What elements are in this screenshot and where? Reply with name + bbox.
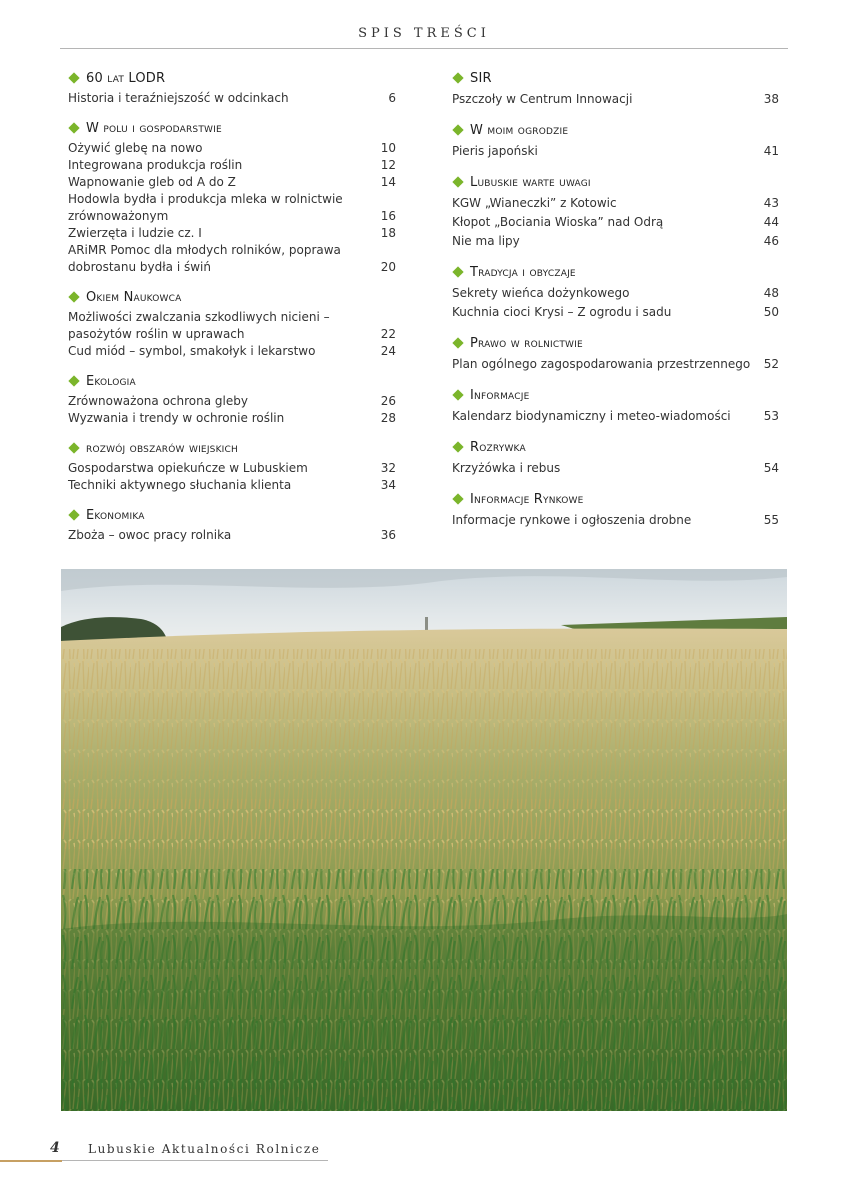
toc-entry-title: Pieris japoński bbox=[452, 144, 538, 158]
section-heading bbox=[68, 285, 396, 309]
section-heading bbox=[452, 260, 779, 284]
toc-section bbox=[452, 118, 779, 161]
green-diamond-icon bbox=[452, 266, 463, 277]
green-diamond-icon bbox=[68, 291, 79, 302]
toc-entry-title: Zrównoważona ochrona gleby bbox=[68, 394, 248, 408]
toc-entry-title: Wapnowanie gleb od A do Z bbox=[68, 175, 236, 189]
toc-entry-page: 24 bbox=[380, 344, 396, 358]
toc-entry-title: Nie ma lipy bbox=[452, 234, 520, 248]
toc-entry bbox=[452, 459, 779, 478]
toc-entry-page: 32 bbox=[380, 461, 396, 475]
toc-entry-page: 18 bbox=[380, 226, 396, 240]
toc-entry-title: Krzyżówka i rebus bbox=[452, 461, 561, 475]
toc-entry-title: Kuchnia cioci Krysi – Z ogrodu i sadu bbox=[452, 305, 672, 319]
toc-entry bbox=[452, 213, 779, 232]
section-heading-text: W moim ogrodzie bbox=[470, 122, 569, 138]
toc-entry-page: 20 bbox=[380, 260, 396, 274]
section-heading-text: SIR bbox=[470, 70, 492, 86]
toc-entry bbox=[68, 410, 396, 427]
toc-section bbox=[452, 260, 779, 322]
toc-entry-title: Techniki aktywnego słuchania klienta bbox=[68, 478, 292, 492]
toc-entry bbox=[68, 225, 396, 242]
toc-section bbox=[68, 285, 396, 360]
toc-entry-title: Ożywić glebę na nowo bbox=[68, 141, 203, 155]
toc-entry bbox=[452, 90, 779, 109]
green-diamond-icon bbox=[452, 72, 463, 83]
section-heading-text: Prawo w rolnictwie bbox=[470, 335, 583, 351]
toc-entry-title: Wyzwania i trendy w ochronie roślin bbox=[68, 411, 285, 425]
section-heading bbox=[452, 118, 779, 142]
toc-entry bbox=[452, 142, 779, 161]
section-heading-text: Lubuskie warte uwagi bbox=[470, 174, 591, 190]
toc-entry bbox=[68, 191, 396, 225]
toc-entry bbox=[68, 477, 396, 494]
toc-section bbox=[68, 503, 396, 544]
toc-entry bbox=[452, 511, 779, 530]
section-heading-text: Informacje Rynkowe bbox=[470, 491, 584, 507]
toc-entry-title: Możliwości zwalczania szkodliwych nicieni – pasożytów roślin w uprawach bbox=[68, 310, 330, 341]
toc-section bbox=[452, 487, 779, 530]
section-heading bbox=[452, 383, 779, 407]
section-heading-text: Rozrywka bbox=[470, 439, 526, 455]
section-heading bbox=[68, 369, 396, 393]
footer-accent-bar bbox=[0, 1160, 62, 1162]
green-diamond-icon bbox=[68, 72, 79, 83]
toc-section bbox=[452, 383, 779, 426]
toc-entry bbox=[68, 157, 396, 174]
toc-entry-page: 10 bbox=[380, 141, 396, 155]
toc-entry bbox=[68, 90, 396, 107]
green-diamond-icon bbox=[68, 122, 79, 133]
toc-entry-title: Kalendarz biodynamiczny i meteo-wiadomości bbox=[452, 409, 731, 423]
toc-section bbox=[452, 435, 779, 478]
page-title: SPIS TREŚCI bbox=[358, 26, 490, 41]
green-diamond-icon bbox=[452, 124, 463, 135]
barley-field-photo bbox=[61, 569, 787, 1111]
toc-entry-page: 14 bbox=[380, 175, 396, 189]
toc-left-column bbox=[68, 66, 396, 553]
green-diamond-icon bbox=[452, 337, 463, 348]
toc-entry bbox=[68, 527, 396, 544]
toc-entry-page: 38 bbox=[763, 92, 779, 106]
header-divider bbox=[60, 48, 788, 49]
section-heading-text: Ekonomika bbox=[86, 507, 145, 523]
toc-entry bbox=[452, 407, 779, 426]
toc-entry-page: 6 bbox=[388, 91, 396, 105]
green-diamond-icon bbox=[68, 442, 79, 453]
toc-entry-page: 22 bbox=[380, 327, 396, 341]
toc-entry-page: 41 bbox=[763, 144, 779, 158]
toc-entry-page: 28 bbox=[380, 411, 396, 425]
toc-entry-page: 55 bbox=[763, 513, 779, 527]
toc-entry-title: Zwierzęta i ludzie cz. I bbox=[68, 226, 202, 240]
green-diamond-icon bbox=[452, 441, 463, 452]
section-heading-text: 60 lat LODR bbox=[86, 70, 166, 86]
toc-entry-page: 16 bbox=[380, 209, 396, 223]
toc-entry-title: Kłopot „Bociania Wioska” nad Odrą bbox=[452, 215, 664, 229]
toc-entry bbox=[68, 309, 396, 343]
toc-entry-title: Cud miód – symbol, smakołyk i lekarstwo bbox=[68, 344, 316, 358]
toc-entry-page: 54 bbox=[763, 461, 779, 475]
toc-entry-page: 44 bbox=[763, 215, 779, 229]
toc-entry-title: Plan ogólnego zagospodarowania przestrzennego bbox=[452, 357, 751, 371]
toc-entry bbox=[68, 393, 396, 410]
toc-entry bbox=[68, 460, 396, 477]
section-heading bbox=[452, 435, 779, 459]
toc-entry bbox=[452, 355, 779, 374]
section-heading-text: Ekologia bbox=[86, 373, 136, 389]
section-heading-text: Tradycja i obyczaje bbox=[470, 264, 576, 280]
section-heading-text: rozwój obszarów wiejskich bbox=[86, 440, 238, 456]
toc-entry bbox=[68, 242, 396, 276]
toc-entry-page: 50 bbox=[763, 305, 779, 319]
section-heading bbox=[68, 503, 396, 527]
toc-entry-title: Sekrety wieńca dożynkowego bbox=[452, 286, 630, 300]
toc-section bbox=[452, 331, 779, 374]
green-diamond-icon bbox=[68, 375, 79, 386]
green-diamond-icon bbox=[452, 493, 463, 504]
green-diamond-icon bbox=[452, 389, 463, 400]
toc-entry-page: 12 bbox=[380, 158, 396, 172]
toc-entry bbox=[68, 140, 396, 157]
toc-entry-page: 43 bbox=[763, 196, 779, 210]
toc-entry-page: 48 bbox=[763, 286, 779, 300]
toc-entry-title: Pszczoły w Centrum Innowacji bbox=[452, 92, 633, 106]
toc-entry-title: KGW „Wianeczki” z Kotowic bbox=[452, 196, 617, 210]
toc-entry-title: Informacje rynkowe i ogłoszenia drobne bbox=[452, 513, 692, 527]
toc-section bbox=[68, 116, 396, 276]
toc-entry bbox=[68, 343, 396, 360]
green-diamond-icon bbox=[452, 176, 463, 187]
barley-field-illustration bbox=[61, 569, 787, 1111]
section-heading bbox=[68, 116, 396, 140]
toc-entry-page: 36 bbox=[380, 528, 396, 542]
section-heading bbox=[68, 66, 396, 90]
toc-entry-title: Gospodarstwa opiekuńcze w Lubuskiem bbox=[68, 461, 308, 475]
publication-title: Lubuskie Aktualności Rolnicze bbox=[88, 1142, 321, 1156]
section-heading bbox=[452, 66, 779, 90]
toc-section bbox=[68, 436, 396, 494]
toc-entry-title: ARiMR Pomoc dla młodych rolników, poprawa dobrostanu bydła i świń bbox=[68, 243, 341, 274]
section-heading bbox=[68, 436, 396, 460]
toc-entry-title: Historia i teraźniejszość w odcinkach bbox=[68, 91, 289, 105]
toc-entry bbox=[68, 174, 396, 191]
section-heading bbox=[452, 487, 779, 511]
toc-section bbox=[452, 170, 779, 251]
toc-entry bbox=[452, 303, 779, 322]
toc-entry-page: 53 bbox=[763, 409, 779, 423]
green-diamond-icon bbox=[68, 509, 79, 520]
toc-section bbox=[68, 66, 396, 107]
toc-right-column bbox=[452, 66, 779, 539]
toc-entry-title: Hodowla bydła i produkcja mleka w rolnictwie zrównoważonym bbox=[68, 192, 343, 223]
section-heading bbox=[452, 170, 779, 194]
toc-entry-title: Zboża – owoc pracy rolnika bbox=[68, 528, 232, 542]
section-heading-text: Informacje bbox=[470, 387, 530, 403]
footer-divider bbox=[62, 1160, 328, 1161]
section-heading bbox=[452, 331, 779, 355]
toc-entry-page: 34 bbox=[380, 478, 396, 492]
toc-section bbox=[68, 369, 396, 427]
section-heading-text: W polu i gospodarstwie bbox=[86, 120, 222, 136]
toc-entry bbox=[452, 284, 779, 303]
section-heading-text: Okiem Naukowca bbox=[86, 289, 182, 305]
toc-entry-title: Integrowana produkcja roślin bbox=[68, 158, 243, 172]
page-number: 4 bbox=[50, 1140, 60, 1156]
toc-entry-page: 26 bbox=[380, 394, 396, 408]
toc-entry-page: 46 bbox=[763, 234, 779, 248]
toc-section bbox=[452, 66, 779, 109]
toc-entry bbox=[452, 232, 779, 251]
toc-entry-page: 52 bbox=[763, 357, 779, 371]
toc-entry bbox=[452, 194, 779, 213]
